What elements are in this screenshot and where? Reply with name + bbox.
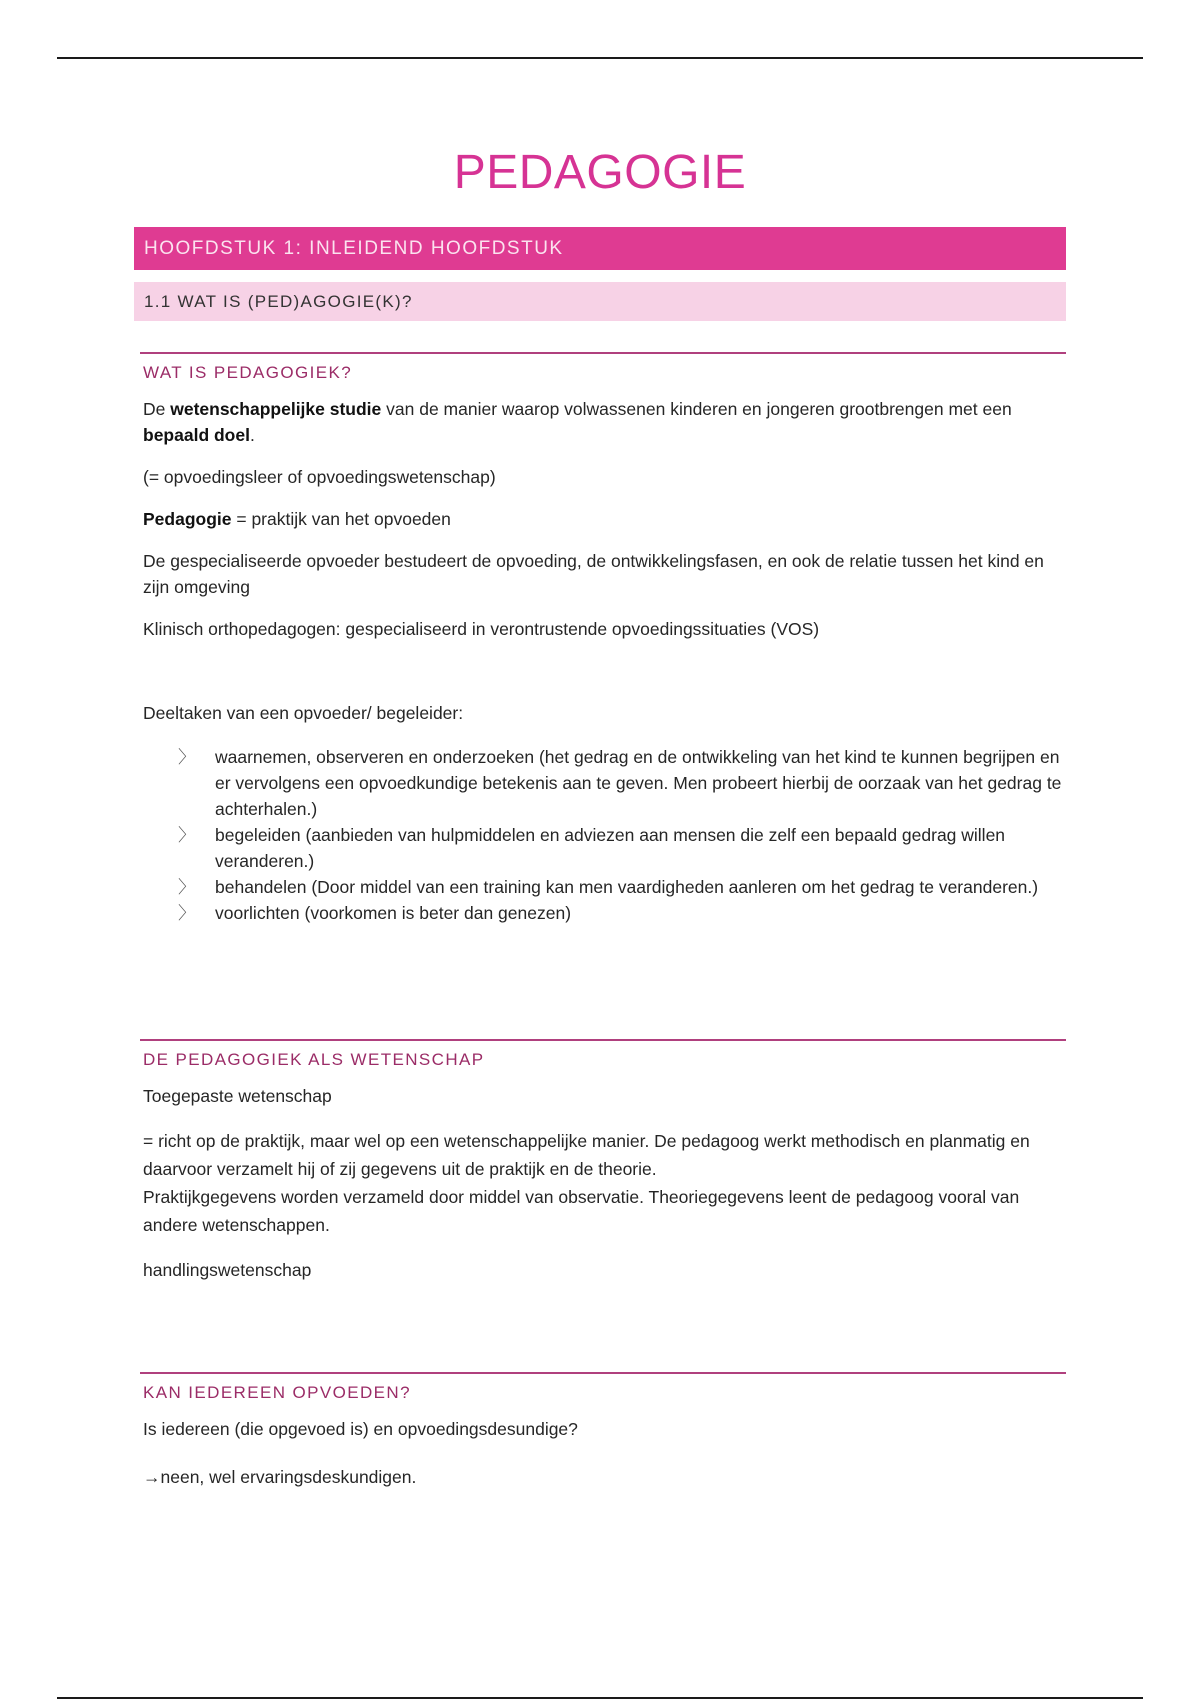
- paragraph-synonym: (= opvoedingsleer of opvoedingswetenschap): [143, 467, 496, 487]
- chevron-right-icon: 〉: [178, 877, 196, 897]
- paragraph-praktijk: = richt op de praktijk, maar wel op een wetenschappelijke manier. De pedagoog werkt methodisch en planmatig en daarvoor verzamelt hij of zij gegevens uit de praktijk en de theorie.: [143, 1131, 1030, 1179]
- task-list: [143, 744, 1063, 926]
- list-item: [143, 874, 1063, 900]
- section-wat-is-pedagogiek: [143, 352, 1063, 926]
- section-kan-iedereen-opvoeden: [143, 1372, 1063, 1490]
- list-intro: Deeltaken van een opvoeder/ begeleider:: [143, 703, 464, 723]
- paragraph-toegepaste-wetenschap: Toegepaste wetenschap: [143, 1086, 332, 1106]
- bottom-rule: [57, 1697, 1143, 1699]
- bold-term: bepaald doel: [143, 425, 250, 445]
- list-item-text: begeleiden (aanbieden van hulpmiddelen en adviezen aan mensen die zelf een bepaald gedrag willen veranderen.): [215, 825, 1006, 871]
- list-item-text: waarnemen, observeren en onderzoeken (het gedrag en de ontwikkeling van het kind te kunnen begrijpen en er vervolgens een opvoedkundige betekenis aan te geven. Men probeert hierbij de oorzaak van het gedrag te achterhalen.): [215, 747, 1062, 819]
- section-heading: 1.1 WAT IS (PED)AGOGIE(K)?: [134, 282, 1066, 321]
- list-item: [143, 744, 1063, 822]
- list-item-text: behandelen (Door middel van een training kan men vaardigheden aanleren om het gedrag te veranderen.): [215, 877, 1039, 897]
- list-item: [143, 900, 1063, 926]
- text: De: [143, 399, 171, 419]
- paragraph-pedagogie: [143, 506, 1063, 532]
- bold-term: wetenschappelijke studie: [170, 399, 382, 419]
- page-title: PEDAGOGIE: [453, 146, 747, 199]
- text: .: [249, 425, 255, 445]
- text: = praktijk van het opvoeden: [231, 509, 451, 529]
- bold-term: Pedagogie: [143, 509, 232, 529]
- list-item: [143, 822, 1063, 874]
- text: van de manier waarop volwassenen kinderen en jongeren grootbrengen met een: [381, 399, 1012, 419]
- paragraph-definition: [143, 396, 1063, 448]
- chevron-right-icon: 〉: [178, 747, 196, 767]
- paragraph-answer: →neen, wel ervaringsdeskundigen.: [143, 1467, 417, 1487]
- top-rule: [57, 57, 1143, 59]
- section-pedagogiek-als-wetenschap: [143, 1039, 1063, 1283]
- list-item-text: voorlichten (voorkomen is beter dan genezen): [215, 903, 572, 923]
- subheading-wat-is-pedagogiek: WAT IS PEDAGOGIEK?: [140, 352, 1066, 386]
- chapter-heading: HOOFDSTUK 1: INLEIDEND HOOFDSTUK: [134, 227, 1066, 270]
- subheading-kan-iedereen-opvoeden: KAN IEDEREEN OPVOEDEN?: [140, 1372, 1066, 1406]
- paragraph-handlingswetenschap: handlingswetenschap: [143, 1260, 312, 1280]
- paragraph-gegevens: Praktijkgegevens worden verzameld door middel van observatie. Theoriegegevens leent de pedagoog vooral van andere wetenschappen.: [143, 1187, 1020, 1235]
- paragraph-question: Is iedereen (die opgevoed is) en opvoedingsdesundige?: [143, 1419, 578, 1439]
- subheading-pedagogiek-als-wetenschap: DE PEDAGOGIEK ALS WETENSCHAP: [140, 1039, 1066, 1073]
- paragraph-gespecialiseerde-opvoeder: De gespecialiseerde opvoeder bestudeert de opvoeding, de ontwikkelingsfasen, en ook de relatie tussen het kind en zijn omgeving: [143, 551, 1044, 597]
- chevron-right-icon: 〉: [178, 903, 196, 923]
- paragraph-orthopedagogen: Klinisch orthopedagogen: gespecialiseerd in verontrustende opvoedingssituaties (VOS): [143, 619, 820, 639]
- chevron-right-icon: 〉: [178, 825, 196, 845]
